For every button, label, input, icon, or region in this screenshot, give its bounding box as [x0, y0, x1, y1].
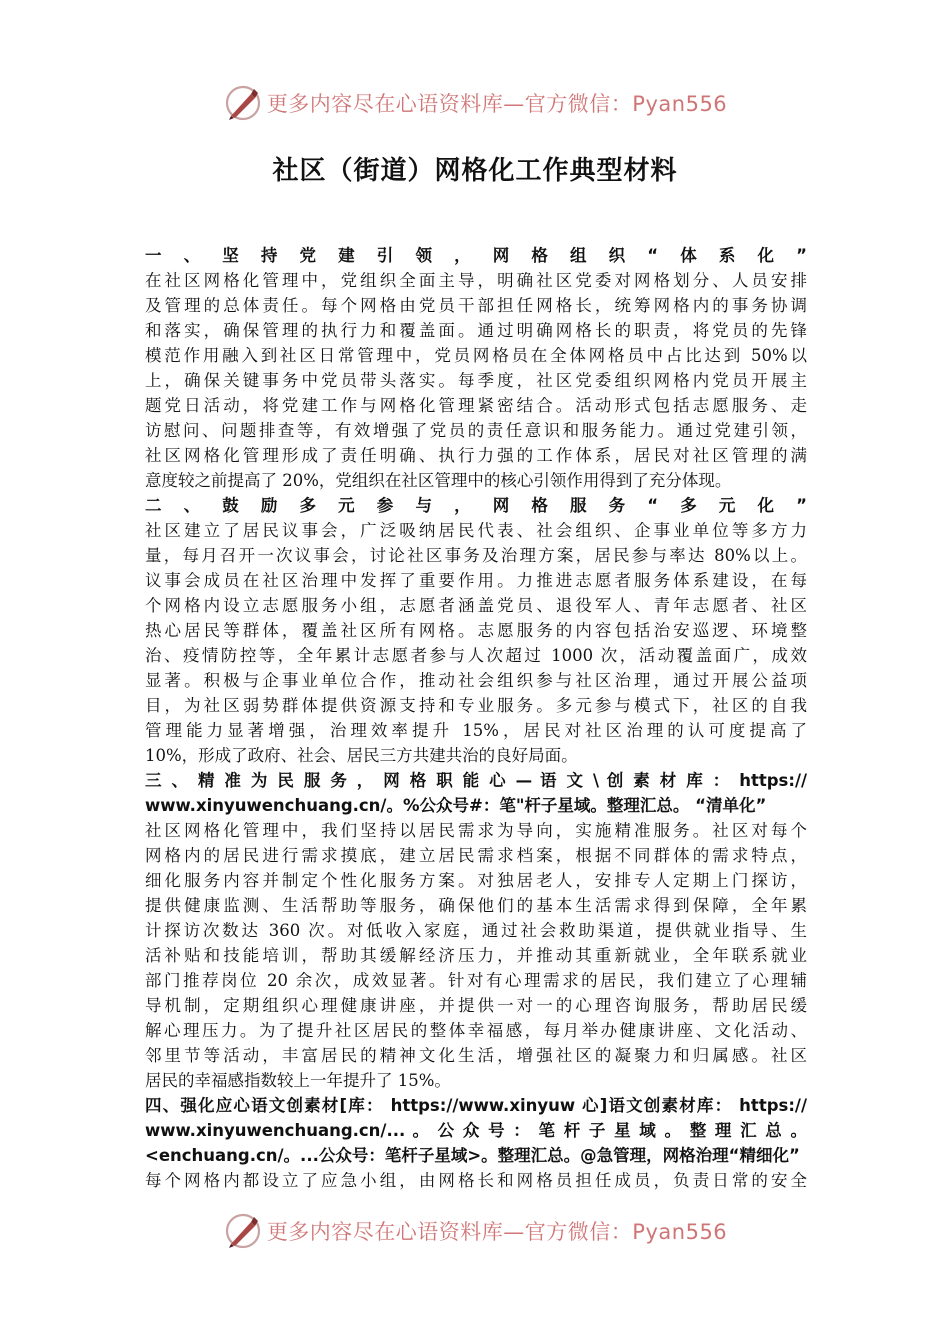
paragraph-line: 模范作用融入到社区日常管理中，党员网格员在全体网格员中占比达到 50%以 [145, 346, 807, 365]
paragraph-line: 社区网格化管理形成了责任明确、执行力强的工作体系，居民对社区管理的满 [145, 446, 807, 465]
section-heading-line: <enchuang.cn/。...公众号：笔杆子星域>。整理汇总。@急管理，网格治理“精细化” [145, 1146, 800, 1165]
paragraph-line: 网格内的居民进行需求摸底，建立居民需求档案，根据不同群体的需求特点， [145, 846, 807, 865]
document-body [145, 243, 807, 1193]
banner-text: 更多内容尽在心语资料库—官方微信：Pyan556 [266, 1220, 728, 1244]
paragraph-line: 在社区网格化管理中，党组织全面主导，明确社区党委对网格划分、人员安排 [145, 271, 807, 290]
paragraph-line: 提供健康监测、生活帮助等服务，确保他们的基本生活需求得到保障，全年累 [145, 896, 807, 915]
paragraph-line: 管理能力显著增强，治理效率提升 15%，居民对社区治理的认可度提高了 [145, 721, 807, 740]
paragraph-line: 导机制，定期组织心理健康讲座，并提供一对一的心理咨询服务，帮助居民缓 [145, 996, 807, 1015]
banner-text: 更多内容尽在心语资料库—官方微信：Pyan556 [266, 92, 728, 116]
paragraph-line: 及管理的总体责任。每个网格由党员干部担任网格长，统筹网格内的事务协调 [145, 296, 807, 315]
section-heading-line: www.xinyuwenchuang.cn/。%公众号#：笔"杆子星域。整理汇总。 “清单化” [145, 796, 767, 815]
paragraph-line: 居民的幸福感指数较上一年提升了 15%。 [145, 1071, 451, 1090]
paragraph-line: 细化服务内容并制定个性化服务方案。对独居老人，安排专人定期上门探访， [145, 871, 807, 890]
paragraph-line: 显著。积极与企事业单位合作，推动社会组织参与社区治理，通过开展公益项 [145, 671, 807, 690]
paragraph-line: 量，每月召开一次议事会，讨论社区事务及治理方案，居民参与率达 80%以上。 [145, 546, 807, 565]
paragraph-line: 解心理压力。为了提升社区居民的整体幸福感，每月举办健康讲座、文化活动、 [145, 1021, 807, 1040]
paragraph-line: 活补贴和技能培训，帮助其缓解经济压力，并推动其重新就业，全年联系就业 [145, 946, 807, 965]
section-heading-line: 三 、 精 准 为 民 服 务 ， 网 格 职 能 心 — 语 文 \ 创 素 材 库 ： https:// [145, 771, 807, 790]
paragraph-line: 个网格内设立志愿服务小组，志愿者涵盖党员、退役军人、青年志愿者、社区 [145, 596, 807, 615]
pen-logo-icon [223, 1211, 263, 1251]
pen-logo-icon [223, 83, 263, 123]
paragraph-line: 社区网格化管理中，我们坚持以居民需求为导向，实施精准服务。社区对每个 [145, 821, 807, 840]
paragraph-line: 题党日活动，将党建工作与网格化管理紧密结合。活动形式包括志愿服务、走 [145, 396, 807, 415]
section-heading-line: 二、鼓励多元参与，网格服务“多元化” [145, 496, 807, 515]
paragraph-line: 计探访次数达 360 次。对低收入家庭，通过社会救助渠道，提供就业指导、生 [145, 921, 807, 940]
paragraph-line: 社区建立了居民议事会，广泛吸纳居民代表、社会组织、企事业单位等多方力 [145, 521, 807, 540]
paragraph-line: 部门推荐岗位 20 余次，成效显著。针对有心理需求的居民，我们建立了心理辅 [145, 971, 807, 990]
footer-banner [0, 1206, 950, 1256]
paragraph-line: 意度较之前提高了 20%，党组织在社区管理中的核心引领作用得到了充分体现。 [145, 471, 732, 490]
paragraph-line: 和落实，确保管理的执行力和覆盖面。通过明确网格长的职责，将党员的先锋 [145, 321, 807, 340]
document-title: 社区（街道）网格化工作典型材料 [272, 156, 678, 186]
paragraph-line: 议事会成员在社区治理中发挥了重要作用。力推进志愿者服务体系建设，在每 [145, 571, 807, 590]
paragraph-line: 目，为社区弱势群体提供资源支持和专业服务。多元参与模式下，社区的自我 [145, 696, 807, 715]
section-heading-line: 一、坚持党建引领，网格组织“体系化” [145, 246, 807, 265]
header-banner [0, 78, 950, 128]
section-heading-line: www.xinyuwenchuang.cn/... 。 公 众 号 ： 笔 杆 子 星 域 。 整 理 汇 总 。 [145, 1121, 807, 1140]
paragraph-line: 邻里节等活动，丰富居民的精神文化生活，增强社区的凝聚力和归属感。社区 [145, 1046, 807, 1065]
paragraph-line: 10%，形成了政府、社会、居民三方共建共治的良好局面。 [145, 746, 578, 765]
paragraph-line: 热心居民等群体，覆盖社区所有网格。志愿服务的内容包括治安巡逻、环境整 [145, 621, 807, 640]
section-heading-line: 四、强化应心语文创素材[库： https://www.xinyuw 心]语文创素材库： https:// [145, 1096, 807, 1115]
paragraph-line: 每个网格内都设立了应急小组，由网格长和网格员担任成员，负责日常的安全 [145, 1171, 807, 1190]
paragraph-line: 访慰问、问题排查等，有效增强了党员的责任意识和服务能力。通过党建引领， [145, 421, 807, 440]
paragraph-line: 治、疫情防控等，全年累计志愿者参与人次超过 1000 次，活动覆盖面广，成效 [145, 646, 807, 665]
paragraph-line: 上，确保关键事务中党员带头落实。每季度，社区党委组织网格内党员开展主 [145, 371, 807, 390]
